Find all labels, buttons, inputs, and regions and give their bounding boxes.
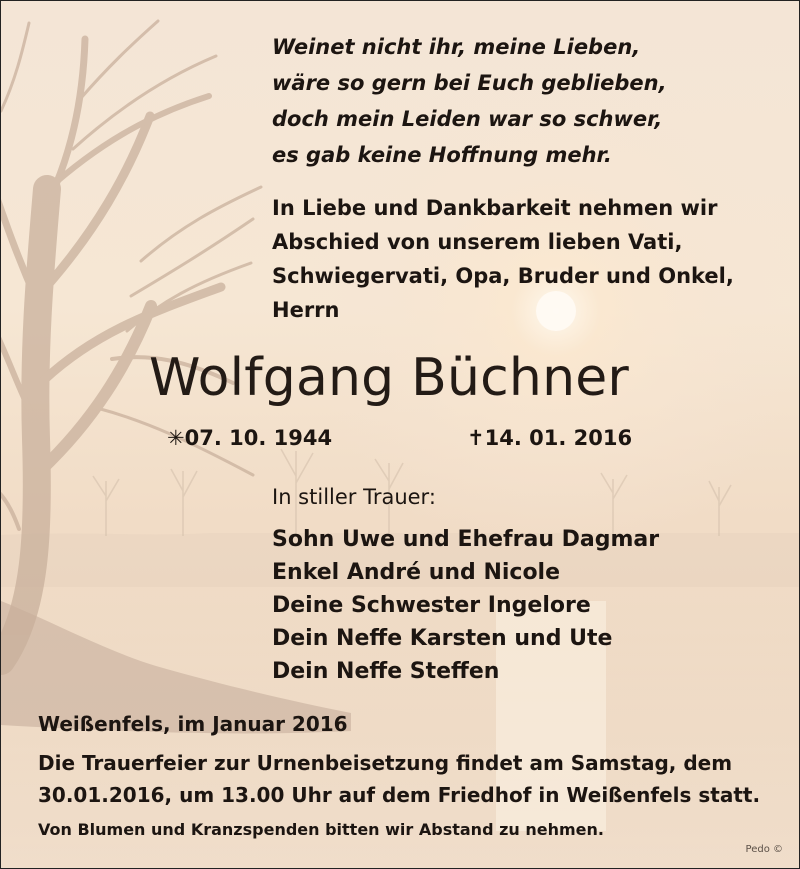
poem-line: wäre so gern bei Euch geblieben,	[272, 71, 667, 95]
funeral-line: Die Trauerfeier zur Urnenbeisetzung findet am Samstag, dem	[38, 751, 733, 775]
death-date: ✝14. 01. 2016	[467, 426, 633, 450]
poem-line: es gab keine Hoffnung mehr.	[272, 143, 612, 167]
mourner-entry: Deine Schwester Ingelore	[272, 593, 591, 618]
birth-date: ✳07. 10. 1944	[167, 426, 333, 450]
mourner-entry: Sohn Uwe und Ehefrau Dagmar	[272, 527, 660, 552]
photo-credit: Pedo ©	[745, 844, 783, 855]
deceased-name: Wolfgang Büchner	[149, 348, 630, 408]
intro-line: Schwiegervati, Opa, Bruder und Onkel,	[272, 264, 734, 288]
flowers-note: Von Blumen und Kranzspenden bitten wir Abstand zu nehmen.	[38, 820, 604, 839]
poem-line: doch mein Leiden war so schwer,	[272, 107, 663, 131]
funeral-notice	[38, 747, 760, 811]
intro-line: In Liebe und Dankbarkeit nehmen wir	[272, 196, 718, 220]
poem-block	[272, 29, 667, 173]
mourner-entry: Dein Neffe Karsten und Ute	[272, 626, 613, 651]
funeral-line: 30.01.2016, um 13.00 Uhr auf dem Friedhof in Weißenfels statt.	[38, 783, 761, 807]
mourners-list	[272, 523, 659, 688]
intro-line: Abschied von unserem lieben Vati,	[272, 230, 683, 254]
poem-line: Weinet nicht ihr, meine Lieben,	[272, 35, 641, 59]
intro-line: Herrn	[272, 298, 340, 322]
mourner-entry: Enkel André und Nicole	[272, 560, 561, 585]
mourning-title: In stiller Trauer:	[272, 485, 436, 509]
place-date: Weißenfels, im Januar 2016	[38, 712, 348, 736]
mourner-entry: Dein Neffe Steffen	[272, 659, 500, 684]
intro-text	[272, 191, 734, 327]
